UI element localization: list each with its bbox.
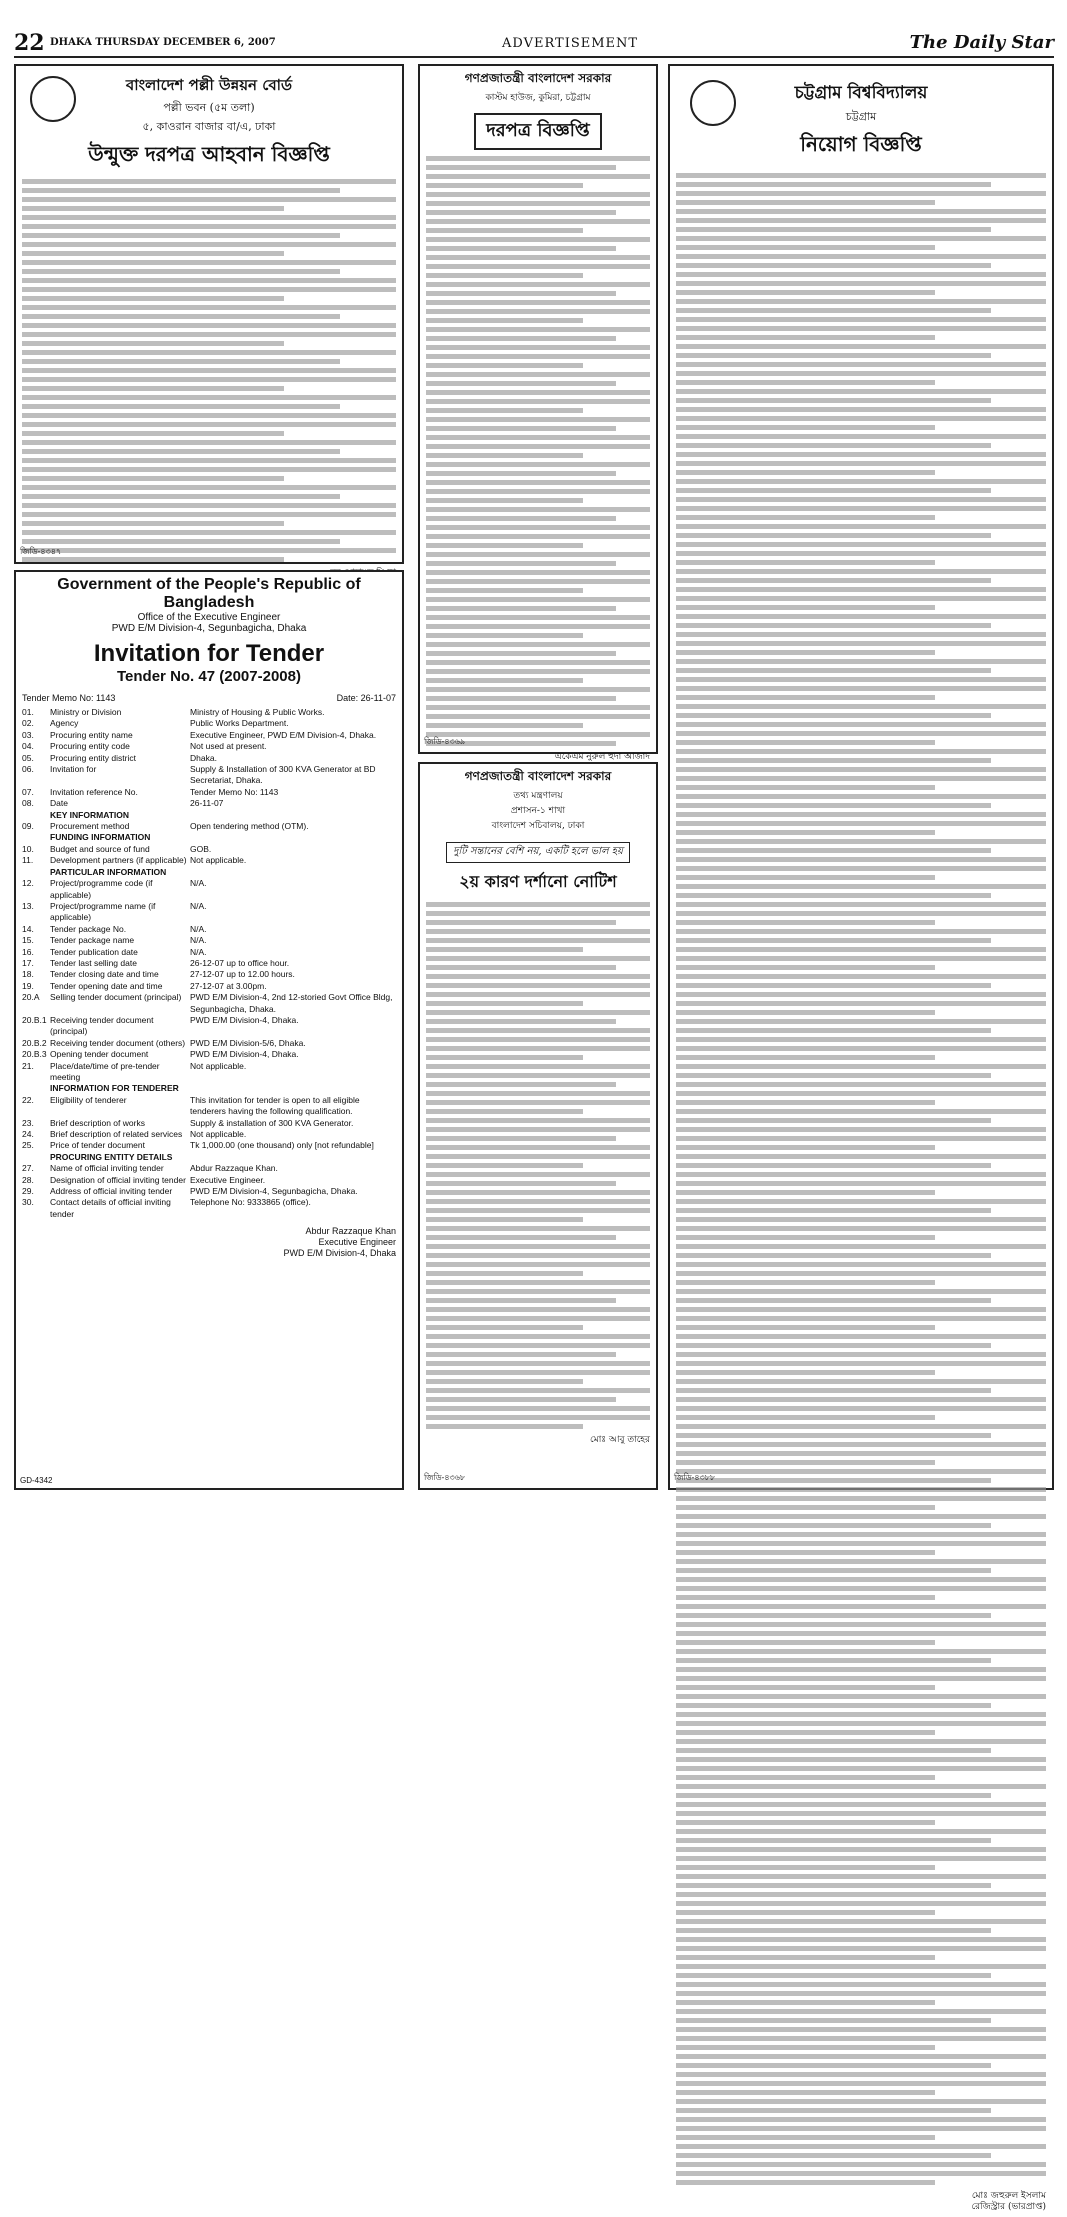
tender-detail-row	[22, 718, 396, 729]
row-value: 27-12-07 up to 12.00 hours.	[190, 969, 295, 980]
row-number: 28.	[22, 1174, 34, 1185]
row-number: 07.	[22, 786, 34, 797]
row-label: KEY INFORMATION	[50, 809, 130, 820]
row-value: Dhaka.	[190, 752, 217, 763]
row-value: PWD E/M Division-4, 2nd 12-storied Govt Office Bldg, Segunbagicha, Dhaka.	[190, 992, 393, 1014]
row-value	[190, 1083, 396, 1094]
tender-detail-row	[22, 821, 396, 832]
row-number: 15.	[22, 935, 34, 946]
tender-detail-row	[22, 969, 396, 980]
tender-detail-row	[22, 1163, 396, 1174]
row-number: 29.	[22, 1186, 34, 1197]
row-label: Brief description of works	[50, 1117, 145, 1128]
row-value: Open tendering method (OTM).	[190, 821, 309, 832]
row-label: Agency	[50, 718, 79, 729]
row-value: PWD E/M Division-4, Dhaka.	[190, 1049, 299, 1060]
row-number: 02.	[22, 718, 34, 729]
tender-detail-row	[22, 855, 396, 866]
tender-detail-row	[22, 832, 396, 843]
row-label: Tender closing date and time	[50, 969, 159, 980]
row-value: Supply & installation of 300 KVA Generator.	[190, 1117, 354, 1128]
signer-title: রেজিস্ট্রার (ভারপ্রাপ্ত)	[971, 2202, 1046, 2212]
ad-code: জিডি-৪৩৪৭	[20, 547, 62, 556]
tender-detail-row	[22, 798, 396, 809]
tender-detail-row	[22, 958, 396, 969]
ad-title: নিয়োগ বিজ্ঞপ্তি	[800, 132, 922, 156]
tender-detail-row	[22, 741, 396, 752]
row-value: Tk 1,000.00 (one thousand) only [not refundable]	[190, 1140, 374, 1151]
tender-number: Tender No. 47 (2007-2008)	[117, 668, 301, 685]
row-value: Not applicable.	[190, 855, 247, 866]
row-value: N/A.	[190, 946, 207, 957]
government-name: গণপ্রজাতন্ত্রী বাংলাদেশ সরকার	[464, 71, 612, 85]
branch-name: প্রশাসন-১ শাখা	[510, 806, 566, 816]
signer-name: Abdur Razzaque Khan	[305, 1226, 396, 1237]
secretariat-address: বাংলাদেশ সচিবালয়, ঢাকা	[491, 821, 585, 831]
row-label: Selling tender document (principal)	[50, 992, 182, 1003]
office-address: কাস্টম হাউজ, কুমিরা, চট্টগ্রাম	[485, 93, 591, 103]
row-number: 06.	[22, 764, 34, 775]
signer-name: মোঃ জহুরুল ইসলাম	[971, 2191, 1046, 2201]
row-number: 20.B.3	[22, 1049, 47, 1060]
government-name: Government of the People's Republic of Bangladesh	[57, 576, 361, 611]
tender-detail-row	[22, 1083, 396, 1094]
row-label: PARTICULAR INFORMATION	[50, 866, 167, 877]
signer-title: Executive Engineer	[318, 1237, 396, 1248]
ad-customs-tender	[418, 64, 658, 762]
row-number: 27.	[22, 1163, 34, 1174]
row-value	[190, 1152, 396, 1163]
row-value	[190, 867, 396, 878]
row-number: 05.	[22, 752, 34, 763]
row-number: 03.	[22, 729, 34, 740]
row-number: 14.	[22, 923, 34, 934]
row-label: Contact details of official inviting tender	[50, 1197, 171, 1219]
row-value	[190, 832, 396, 843]
tender-detail-row	[22, 1095, 396, 1118]
signature-block	[676, 2191, 1046, 2213]
tender-detail-row	[22, 924, 396, 935]
row-number	[22, 1083, 50, 1094]
section-title: ADVERTISEMENT	[502, 36, 639, 51]
row-value: N/A.	[190, 923, 207, 934]
tender-table-body	[22, 179, 396, 562]
row-value: PWD E/M Division-5/6, Dhaka.	[190, 1037, 306, 1048]
row-value: Not used at present.	[190, 741, 267, 752]
page-number: 22	[14, 30, 45, 56]
row-value: 27-12-07 at 3.00pm.	[190, 980, 267, 991]
tender-detail-row	[22, 878, 396, 901]
row-value: Telephone No: 9333865 (office).	[190, 1197, 311, 1208]
ad-code: জিডি-৪৩৬৮	[424, 1473, 466, 1482]
row-label: Ministry or Division	[50, 707, 122, 717]
ad-title: ২য় কারণ দর্শানো নোটিশ	[459, 872, 617, 891]
row-label: Tender last selling date	[50, 957, 137, 968]
row-number: 25.	[22, 1140, 34, 1151]
row-value: PWD E/M Division-4, Dhaka.	[190, 1014, 299, 1025]
ad-invitation-for-tender	[14, 570, 404, 1490]
tender-detail-row	[22, 1197, 396, 1220]
tender-details-list	[22, 707, 396, 1220]
row-number: 18.	[22, 969, 34, 980]
row-label: Receiving tender document (principal)	[50, 1014, 154, 1037]
family-planning-slogan: দুটি সন্তানের বেশি নয়, একটি হলে ভাল হয়	[446, 842, 630, 863]
tender-detail-row	[22, 1186, 396, 1197]
org-address-1: পল্লী ভবন (৫ম তলা)	[163, 101, 255, 114]
row-number: 11.	[22, 855, 34, 866]
row-label: Tender package No.	[50, 923, 127, 934]
signer-office: PWD E/M Division-4, Dhaka	[283, 1248, 396, 1259]
row-number: 20.B.2	[22, 1037, 47, 1048]
signer-name: মোঃ আবু তাহের	[590, 1435, 650, 1445]
tender-detail-row	[22, 867, 396, 878]
row-label: Tender opening date and time	[50, 980, 163, 991]
row-number: 10.	[22, 843, 34, 854]
memo-line	[22, 693, 396, 703]
row-value: Ministry of Housing & Public Works.	[190, 707, 325, 717]
tender-detail-row	[22, 787, 396, 798]
row-label: FUNDING INFORMATION	[50, 832, 151, 843]
row-label: Budget and source of fund	[50, 843, 150, 854]
ad-code: জিডি-৪৩৮৮	[674, 1473, 716, 1482]
tender-detail-row	[22, 1015, 396, 1038]
tender-detail-row	[22, 1061, 396, 1084]
tender-detail-row	[22, 1118, 396, 1129]
row-number: 01.	[22, 707, 34, 717]
tender-detail-row	[22, 764, 396, 787]
row-number: 20.A	[22, 992, 40, 1003]
tender-detail-row	[22, 1140, 396, 1151]
row-value: Executive Engineer, PWD E/M Division-4, Dhaka.	[190, 729, 377, 740]
signature-block	[22, 1226, 396, 1259]
row-label: Invitation for	[50, 764, 97, 775]
row-number	[22, 1152, 50, 1163]
row-label: Tender package name	[50, 935, 135, 946]
tender-detail-row	[22, 1038, 396, 1049]
row-value: PWD E/M Division-4, Segunbagicha, Dhaka.	[190, 1186, 358, 1197]
tender-detail-row	[22, 844, 396, 855]
newspaper-brand: The Daily Star	[909, 32, 1054, 53]
row-label: Price of tender document	[50, 1140, 145, 1151]
tender-detail-row	[22, 1129, 396, 1140]
row-label: Procurement method	[50, 821, 130, 832]
row-number: 17.	[22, 957, 34, 968]
row-value: 26-12-07 up to office hour.	[190, 957, 290, 968]
row-number: 16.	[22, 946, 34, 957]
tender-detail-row	[22, 935, 396, 946]
row-label: Date	[50, 798, 68, 809]
tender-detail-row	[22, 992, 396, 1015]
row-label: Place/date/time of pre-tender meeting	[50, 1060, 160, 1082]
row-value	[190, 810, 396, 821]
row-label: Receiving tender document (others)	[50, 1037, 186, 1048]
memo-date: Date: 26-11-07	[336, 693, 396, 703]
row-number: 24.	[22, 1129, 34, 1140]
university-seal-icon	[690, 80, 736, 126]
row-label: Address of official inviting tender	[50, 1186, 173, 1197]
row-value: Executive Engineer.	[190, 1174, 266, 1185]
ad-title: দরপত্র বিজ্ঞপ্তি	[474, 113, 601, 150]
university-name: চট্টগ্রাম বিশ্ববিদ্যালয়	[794, 83, 928, 103]
org-name: বাংলাদেশ পল্লী উন্নয়ন বোর্ড	[125, 76, 293, 94]
row-label: Name of official inviting tender	[50, 1163, 164, 1174]
row-number: 09.	[22, 821, 34, 832]
row-number: 12.	[22, 878, 34, 889]
row-value: Not applicable.	[190, 1060, 247, 1071]
tender-detail-row	[22, 901, 396, 924]
masthead	[14, 30, 1054, 58]
ad-title: Invitation for Tender	[93, 640, 325, 667]
row-number: 04.	[22, 741, 34, 752]
row-number	[22, 810, 50, 821]
ad-rural-development-board	[14, 64, 404, 564]
ad-university-recruitment	[668, 64, 1054, 2212]
org-logo-icon	[30, 76, 76, 122]
row-label: Procuring entity code	[50, 741, 130, 752]
tender-detail-row	[22, 810, 396, 821]
row-number	[22, 832, 50, 843]
row-label: Procuring entity name	[50, 729, 133, 740]
row-value: Tender Memo No: 1143	[190, 786, 279, 797]
row-number: 30.	[22, 1197, 34, 1208]
memo-number: Tender Memo No: 1143	[22, 693, 116, 703]
tender-detail-row	[22, 947, 396, 958]
tender-detail-row	[22, 1049, 396, 1060]
ad-show-cause-notice	[418, 762, 658, 1490]
row-label: Tender publication date	[50, 946, 138, 957]
tender-detail-row	[22, 981, 396, 992]
government-name: গণপ্রজাতন্ত্রী বাংলাদেশ সরকার	[464, 769, 612, 783]
ad-code: GD-4342	[20, 1476, 53, 1485]
row-label: Project/programme name (if applicable)	[50, 900, 156, 923]
university-city: চট্টগ্রাম	[845, 110, 877, 123]
row-label: Procuring entity district	[50, 752, 136, 763]
row-number: 20.B.1	[22, 1014, 47, 1025]
row-value: Supply & Installation of 300 KVA Generator at BD Secretariat, Dhaka.	[190, 764, 376, 786]
row-label: Opening tender document	[50, 1049, 149, 1060]
row-value: N/A.	[190, 878, 207, 889]
office-line-1: Office of the Executive Engineer	[137, 612, 281, 623]
dateline: DHAKA THURSDAY DECEMBER 6, 2007	[50, 37, 276, 48]
row-number: 19.	[22, 980, 34, 991]
signer-name: একেএম নুরুল হুদা আজাদ	[554, 752, 650, 762]
recruitment-body	[676, 173, 1046, 2185]
row-label: Eligibility of tenderer	[50, 1094, 127, 1105]
row-value: Abdur Razzaque Khan.	[190, 1163, 278, 1174]
ad-code: জিডি-৪৩৬৯	[424, 737, 466, 746]
ministry-name: তথ্য মন্ত্রণালয়	[513, 791, 563, 801]
row-value: GOB.	[190, 843, 212, 854]
tender-detail-row	[22, 1152, 396, 1163]
org-address-2: ৫, কাওরান বাজার বা/এ, ঢাকা	[142, 120, 276, 133]
tender-detail-row	[22, 707, 396, 718]
row-value: Not applicable.	[190, 1129, 247, 1140]
ad-title: উন্মুক্ত দরপত্র আহবান বিজ্ঞপ্তি	[88, 142, 330, 166]
office-line-2: PWD E/M Division-4, Segunbagicha, Dhaka	[111, 623, 307, 634]
row-value: N/A.	[190, 935, 207, 946]
tender-detail-row	[22, 753, 396, 764]
row-number: 22.	[22, 1094, 34, 1105]
tender-detail-row	[22, 730, 396, 741]
row-number: 08.	[22, 798, 34, 809]
row-label: Invitation reference No.	[50, 786, 138, 797]
row-number: 23.	[22, 1117, 34, 1128]
row-label: PROCURING ENTITY DETAILS	[50, 1151, 173, 1162]
row-label: Designation of official inviting tender	[50, 1174, 186, 1185]
row-value: This invitation for tender is open to all eligible tenderers having the following qualification.	[190, 1094, 360, 1117]
row-number: 13.	[22, 900, 34, 911]
notice-body	[426, 156, 650, 746]
notice-body	[426, 902, 650, 1429]
row-number	[22, 867, 50, 878]
tender-detail-row	[22, 1175, 396, 1186]
row-label: Development partners (if applicable)	[50, 855, 187, 866]
row-label: Project/programme code (if applicable)	[50, 878, 153, 900]
row-number: 21.	[22, 1060, 34, 1071]
row-value: Public Works Department.	[190, 718, 289, 729]
row-value: N/A.	[190, 900, 207, 911]
row-label: Brief description of related services	[50, 1129, 183, 1140]
row-label: INFORMATION FOR TENDERER	[50, 1083, 179, 1094]
row-value: 26-11-07	[190, 798, 224, 809]
